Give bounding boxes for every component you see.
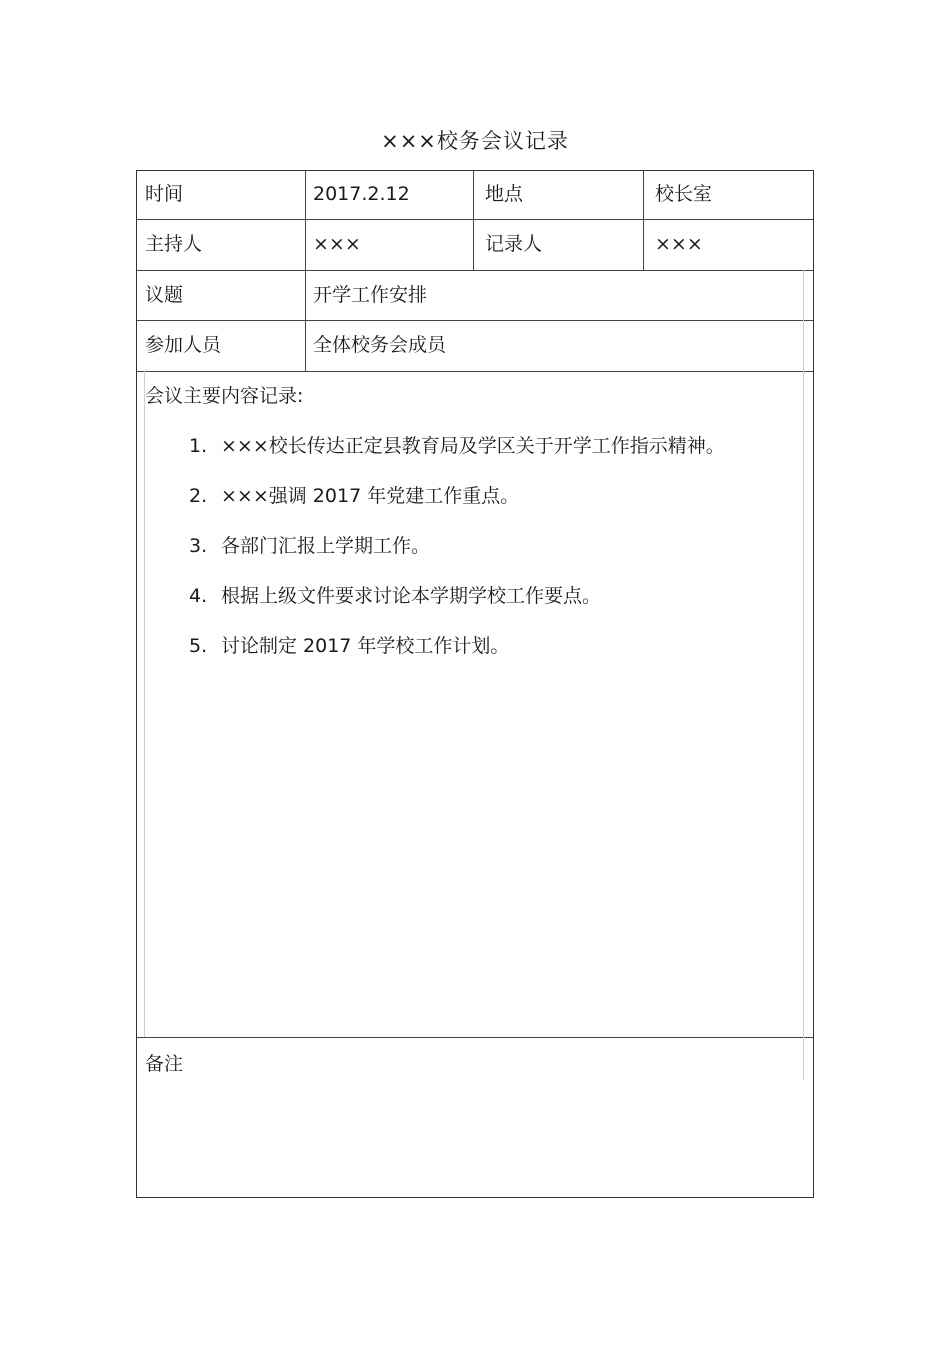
recorder-label: 记录人 (485, 233, 543, 255)
content-list (189, 433, 725, 683)
faint-edge-line (803, 270, 804, 1080)
meeting-record-table (136, 170, 814, 1198)
list-item (189, 433, 725, 483)
item-number: 5. (189, 635, 208, 657)
list-item (189, 483, 725, 533)
time-value: 2017.2.12 (313, 183, 410, 205)
item-text: ×××强调 2017 年党建工作重点。 (221, 485, 520, 507)
topic-label: 议题 (145, 284, 184, 306)
host-value: ××× (313, 233, 361, 255)
topic-value: 开学工作安排 (313, 284, 428, 306)
row-divider (137, 371, 813, 372)
item-text: 根据上级文件要求讨论本学期学校工作要点。 (221, 585, 602, 607)
remarks-label: 备注 (145, 1053, 184, 1075)
host-label: 主持人 (145, 233, 203, 255)
column-divider (473, 171, 474, 270)
item-text: ×××校长传达正定县教育局及学区关于开学工作指示精神。 (221, 435, 725, 457)
row-divider (137, 320, 813, 321)
column-divider (305, 171, 306, 371)
document-title: ×××校务会议记录 (381, 129, 569, 153)
item-number: 2. (189, 485, 208, 507)
column-divider (643, 171, 644, 270)
row-divider (137, 270, 813, 271)
place-label: 地点 (485, 183, 524, 205)
content-heading: 会议主要内容记录: (145, 385, 304, 407)
row-divider (137, 219, 813, 220)
recorder-value: ××× (655, 233, 703, 255)
list-item (189, 633, 725, 683)
list-item (189, 583, 725, 633)
item-text: 讨论制定 2017 年学校工作计划。 (221, 635, 510, 657)
item-number: 1. (189, 435, 208, 457)
row-divider (137, 1037, 813, 1038)
attendees-value: 全体校务会成员 (313, 334, 447, 356)
item-text: 各部门汇报上学期工作。 (221, 535, 431, 557)
item-number: 3. (189, 535, 208, 557)
place-value: 校长室 (655, 183, 713, 205)
time-label: 时间 (145, 183, 184, 205)
faint-edge-line (144, 371, 145, 1037)
attendees-label: 参加人员 (145, 334, 222, 356)
item-number: 4. (189, 585, 208, 607)
list-item (189, 533, 725, 583)
